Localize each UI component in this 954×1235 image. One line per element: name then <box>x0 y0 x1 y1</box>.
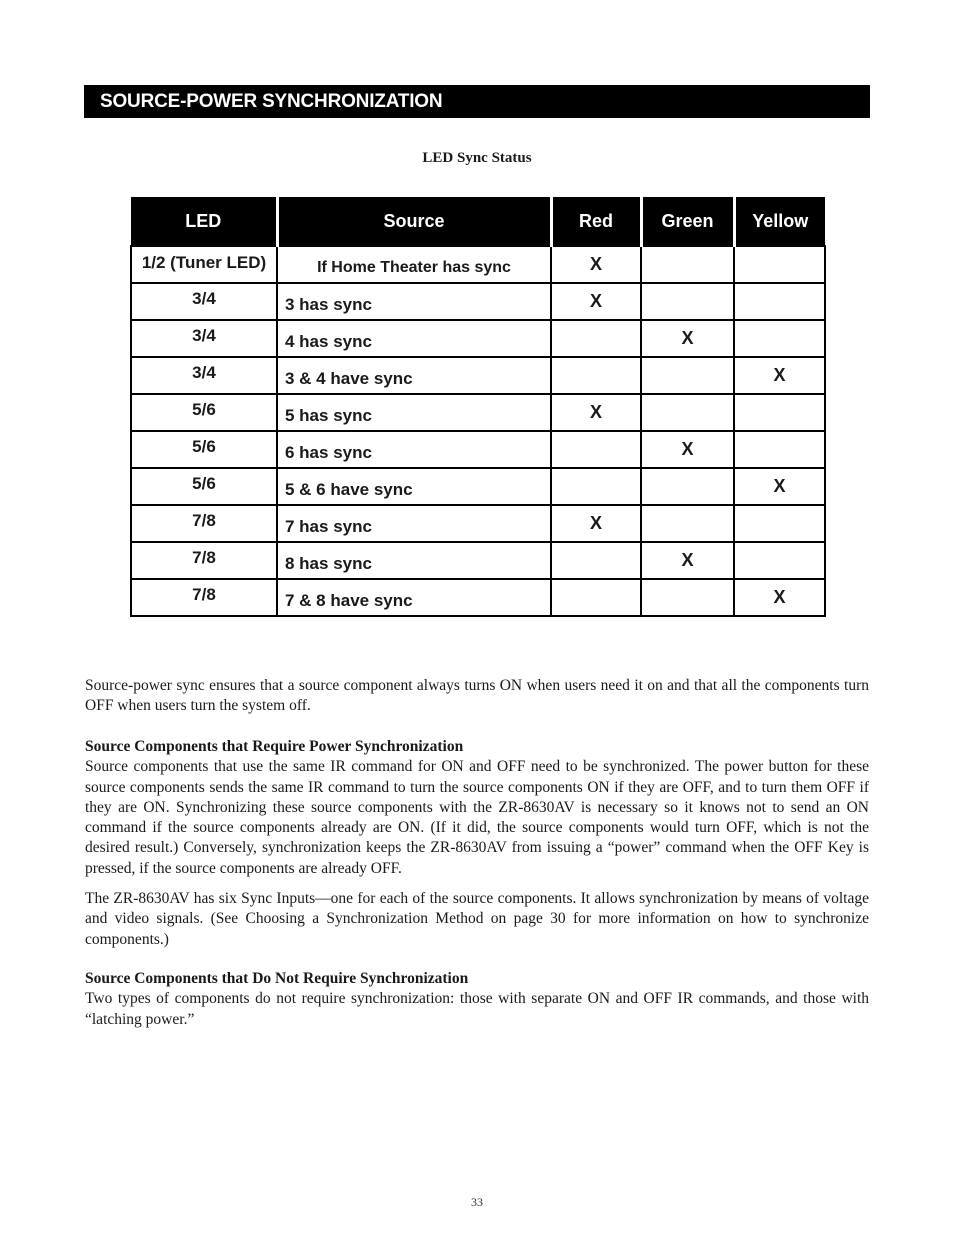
red-cell <box>551 579 641 616</box>
led-cell <box>131 542 277 579</box>
red-cell: X <box>551 394 641 431</box>
red-cell: X <box>551 505 641 542</box>
led-cell <box>131 246 277 283</box>
source-cell <box>277 579 551 616</box>
led-value: 5/6 <box>192 399 216 419</box>
table-row <box>131 505 825 542</box>
red-cell <box>551 431 641 468</box>
no-sync-paragraph: Two types of components do not require synchronization: those with separate ON and OFF IR commands, and those with “latching power.” <box>85 990 869 1028</box>
yellow-cell: X <box>734 468 825 505</box>
green-cell <box>641 357 734 394</box>
yellow-cell <box>734 320 825 357</box>
table-row <box>131 542 825 579</box>
led-sync-table <box>130 197 826 617</box>
source-value: 3 & 4 have sync <box>285 368 413 388</box>
led-cell <box>131 579 277 616</box>
led-value: 5/6 <box>192 473 216 493</box>
green-cell <box>641 579 734 616</box>
led-value: 7/8 <box>192 584 216 604</box>
red-cell <box>551 357 641 394</box>
sync-inputs-paragraph: The ZR-8630AV has six Sync Inputs—one for each of the source components. It allows synchronization by means of voltage and video signals. (See Choosing a Synchronization Method on page 30 for more information on how to synchronize components.) <box>85 890 869 948</box>
source-value: 7 has sync <box>285 516 372 536</box>
led-value: 3/4 <box>192 325 216 345</box>
led-cell <box>131 320 277 357</box>
green-cell: X <box>641 542 734 579</box>
green-cell <box>641 283 734 320</box>
page-number: 33 <box>471 1195 483 1209</box>
source-cell <box>277 320 551 357</box>
section-title: SOURCE-POWER SYNCHRONIZATION <box>84 85 870 118</box>
red-cell: X <box>551 283 641 320</box>
yellow-cell: X <box>734 357 825 394</box>
green-cell <box>641 505 734 542</box>
source-cell <box>277 283 551 320</box>
red-cell <box>551 320 641 357</box>
source-cell <box>277 431 551 468</box>
table-header-row <box>131 197 825 246</box>
red-cell <box>551 542 641 579</box>
table-caption: LED Sync Status <box>422 150 532 166</box>
table-row <box>131 283 825 320</box>
intro-paragraph: Source-power sync ensures that a source component always turns ON when users need it on and that all the components turn OFF when users turn the system off. <box>85 677 869 715</box>
yellow-cell <box>734 542 825 579</box>
yellow-cell: X <box>734 579 825 616</box>
green-cell <box>641 468 734 505</box>
source-value: 4 has sync <box>285 331 372 351</box>
green-cell: X <box>641 431 734 468</box>
led-value: 7/8 <box>192 547 216 567</box>
green-cell <box>641 246 734 283</box>
source-value: 5 has sync <box>285 405 372 425</box>
source-value: 7 & 8 have sync <box>285 590 413 610</box>
header-led: LED <box>131 197 277 246</box>
source-cell <box>277 357 551 394</box>
source-cell <box>277 505 551 542</box>
source-value: 5 & 6 have sync <box>285 479 413 499</box>
source-cell <box>277 246 551 283</box>
table-row <box>131 357 825 394</box>
no-sync-section <box>85 969 869 1030</box>
green-cell: X <box>641 320 734 357</box>
source-value: 6 has sync <box>285 442 372 462</box>
no-sync-heading: Source Components that Do Not Require Synchronization <box>85 970 469 987</box>
green-cell <box>641 394 734 431</box>
yellow-cell <box>734 283 825 320</box>
led-cell <box>131 431 277 468</box>
yellow-cell <box>734 394 825 431</box>
source-cell <box>277 468 551 505</box>
yellow-cell <box>734 246 825 283</box>
led-cell <box>131 394 277 431</box>
led-cell <box>131 357 277 394</box>
led-cell <box>131 283 277 320</box>
yellow-cell <box>734 431 825 468</box>
header-source: Source <box>277 197 551 246</box>
require-sync-heading: Source Components that Require Power Synchronization <box>85 738 464 755</box>
source-value: If Home Theater has sync <box>317 258 511 276</box>
red-cell: X <box>551 246 641 283</box>
table-row <box>131 394 825 431</box>
table-row <box>131 320 825 357</box>
yellow-cell <box>734 505 825 542</box>
led-value: 3/4 <box>192 362 216 382</box>
led-value: 1/2 (Tuner LED) <box>141 252 267 272</box>
led-value: 3/4 <box>192 288 216 308</box>
led-value: 5/6 <box>192 436 216 456</box>
source-value: 3 has sync <box>285 294 372 314</box>
led-cell <box>131 505 277 542</box>
source-cell <box>277 542 551 579</box>
intro-block <box>85 676 869 717</box>
header-green: Green <box>641 197 734 246</box>
require-sync-paragraph: Source components that use the same IR command for ON and OFF need to be synchronized. The power button for these source components sends the same IR command to turn the source components ON if they are OFF, and to turn them OFF if they are ON. Synchronizing these source components with the ZR-8630AV is necessary so it knows not to send an ON command if the source components already are ON. (If it did, the source components would turn OFF, which is not the desired result.) Conversely, synchronization keeps the ZR-8630AV from issuing a “power” command when the OFF Key is pressed, if the source components are already OFF. <box>85 758 869 877</box>
table-row <box>131 579 825 616</box>
led-cell <box>131 468 277 505</box>
red-cell <box>551 468 641 505</box>
source-value: 8 has sync <box>285 553 372 573</box>
source-cell <box>277 394 551 431</box>
led-value: 7/8 <box>192 510 216 530</box>
table-row <box>131 431 825 468</box>
require-sync-section <box>85 737 869 950</box>
header-red: Red <box>551 197 641 246</box>
table-row <box>131 468 825 505</box>
header-yellow: Yellow <box>734 197 825 246</box>
table-row <box>131 246 825 283</box>
